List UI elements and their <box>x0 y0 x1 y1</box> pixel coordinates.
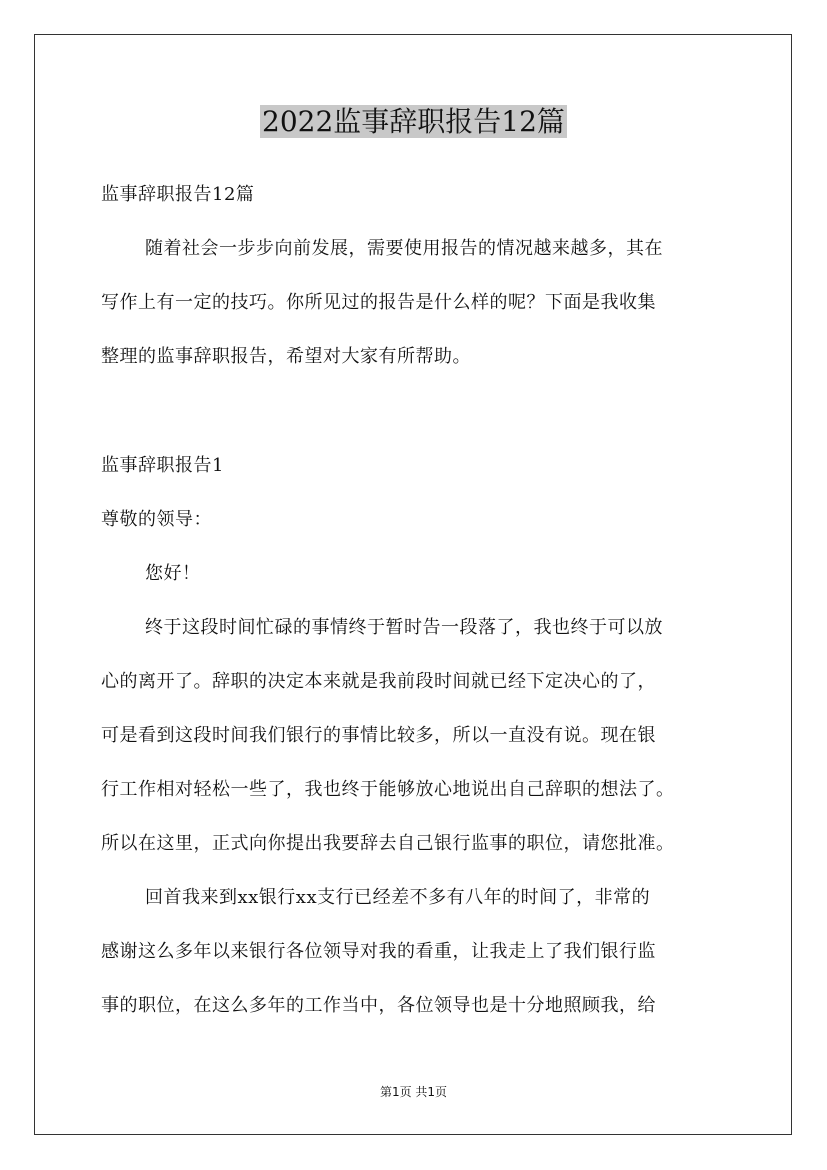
paragraph-line: 可是看到这段时间我们银行的事情比较多，所以一直没有说。现在银 <box>101 725 656 746</box>
paragraph-line: 事的职位，在这么多年的工作当中，各位领导也是十分地照顾我，给 <box>101 995 656 1016</box>
intro-line: 随着社会一步步向前发展，需要使用报告的情况越来越多，其在 <box>145 238 663 259</box>
document-title: 2022监事辞职报告12篇 <box>262 105 565 138</box>
paragraph-line: 心的离开了。辞职的决定本来就是我前段时间就已经下定决心的了， <box>101 671 656 692</box>
salutation: 尊敬的领导： <box>101 509 212 530</box>
section-heading: 监事辞职报告1 <box>101 455 224 476</box>
paragraph-line: 感谢这么多年以来银行各位领导对我的看重，让我走上了我们银行监 <box>101 941 656 962</box>
paragraph-line: 所以在这里，正式向你提出我要辞去自己银行监事的职位，请您批准。 <box>101 833 675 854</box>
paragraph-line: 回首我来到xx银行xx支行已经差不多有八年的时间了，非常的 <box>145 887 651 908</box>
intro-line: 整理的监事辞职报告，希望对大家有所帮助。 <box>101 346 471 367</box>
paragraph-line: 终于这段时间忙碌的事情终于暂时告一段落了，我也终于可以放 <box>145 617 663 638</box>
greeting: 您好！ <box>145 563 201 584</box>
document-subtitle: 监事辞职报告12篇 <box>101 184 255 205</box>
page-footer: 第1页 共1页 <box>379 1085 448 1099</box>
intro-line: 写作上有一定的技巧。你所见过的报告是什么样的呢？下面是我收集 <box>101 292 656 313</box>
paragraph-line: 行工作相对轻松一些了，我也终于能够放心地说出自己辞职的想法了。 <box>101 779 675 800</box>
